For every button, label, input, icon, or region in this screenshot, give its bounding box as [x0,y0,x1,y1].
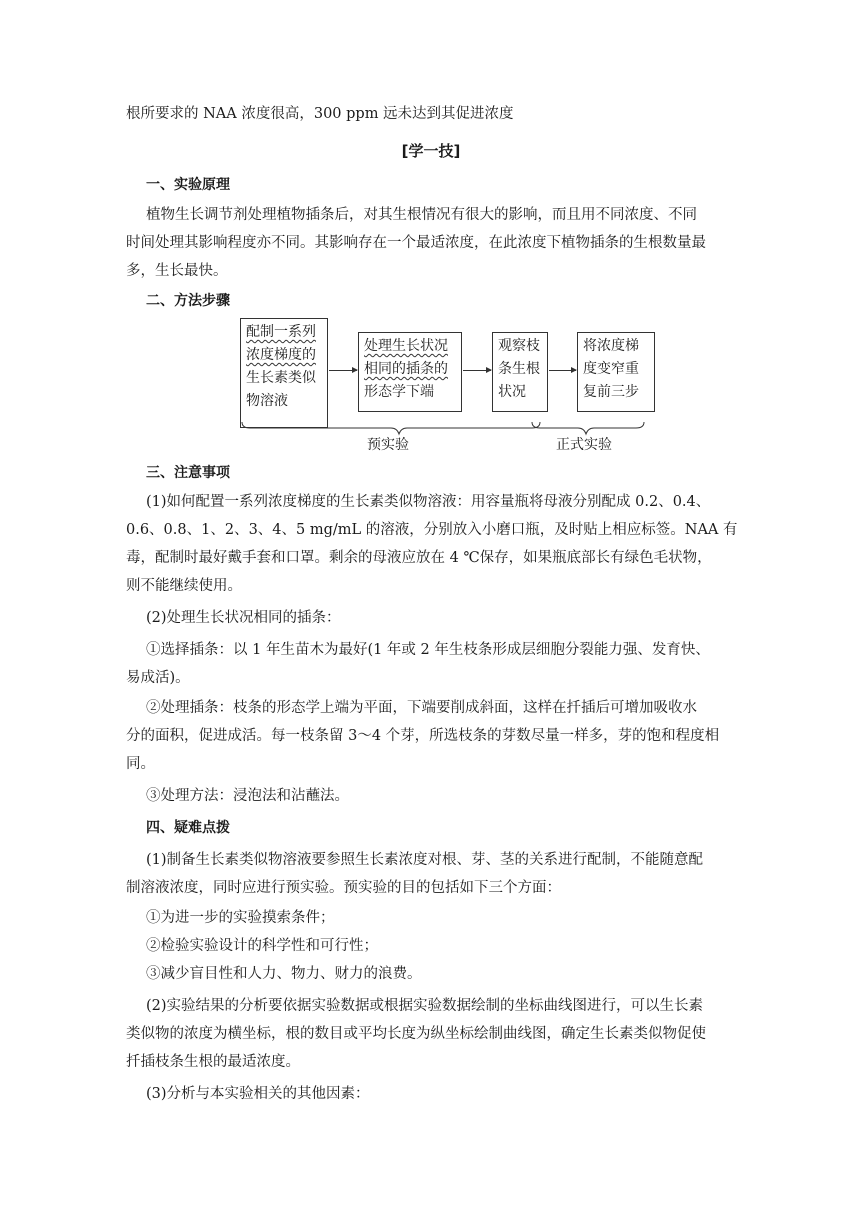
heading-method: 二、方法步骤 [146,293,230,309]
box-text: 配制一系列 [246,324,316,340]
label-preliminary-experiment: 预实验 [367,437,409,453]
brace-preliminary [242,422,540,434]
heading-principle: 一、实验原理 [146,177,230,193]
paragraph-line: 0.6、0.8、1、2、3、4、5 mg/mL 的溶液，分别放入小磨口瓶，及时贴上相应标签。NAA 有 [126,522,738,538]
paragraph-line: 类似物的浓度为横坐标，根的数目或平均长度为纵坐标绘制曲线图，确定生长素类似物促使 [126,1026,706,1042]
paragraph-line: 分的面积，促进成活。每一枝条留 3～4 个芽，所选枝条的芽数尽量一样多，芽的饱和程度相 [126,728,720,744]
box-text: 状况 [498,384,526,400]
paragraph-line: 制溶液浓度，同时应进行预实验。预实验的目的包括如下三个方面： [126,880,561,896]
paragraph-line: ②处理插条：枝条的形态学上端为平面，下端要削成斜面，这样在扦插后可增加吸收水 [146,700,697,716]
box-text: 浓度梯度的 [246,347,316,363]
label-formal-experiment: 正式实验 [556,437,612,453]
paragraph-line: ②检验实验设计的科学性和可行性； [146,938,378,954]
flow-braces [236,318,682,458]
paragraph-line: 则不能继续使用。 [126,578,242,594]
paragraph-line: ①选择插条：以 1 年生苗木为最好(1 年或 2 年生枝条形成层细胞分裂能力强、发育快、 [146,642,710,658]
paragraph-line: 扦插枝条生根的最适浓度。 [126,1054,300,1070]
paragraph-line: 同。 [126,756,155,772]
paragraph-line: 时间处理其影响程度亦不同。其影响存在一个最适浓度，在此浓度下植物插条的生根数量最 [126,235,706,251]
box-text: 复前三步 [583,384,639,400]
heading-difficulties: 四、疑难点拨 [146,820,230,836]
paragraph-line: 毒，配制时最好戴手套和口罩。剩余的母液应放在 4 ℃保存，如果瓶底部长有绿色毛状物， [126,550,712,566]
box-text: 处理生长状况 [364,338,448,354]
box-text: 物溶液 [246,393,288,409]
box-text: 度变窄重 [583,361,639,377]
brace-formal [532,422,644,434]
paragraph-line: (3)分析与本实验相关的其他因素： [146,1086,370,1102]
paragraph-line: 易成活)。 [126,670,190,686]
paragraph-line: ①为进一步的实验摸索条件； [146,910,335,926]
box-text: 条生根 [498,361,540,377]
paragraph-line: (2)实验结果的分析要依据实验数据或根据实验数据绘制的坐标曲线图进行，可以生长素 [146,998,704,1014]
paragraph-line: 植物生长调节剂处理植物插条后，对其生根情况有很大的影响，而且用不同浓度、不同 [146,207,697,223]
paragraph-line: (2)处理生长状况相同的插条： [146,610,341,626]
box-text: 观察枝 [498,338,540,354]
box-text: 相同的插条的 [364,361,448,377]
paragraph-line: (1)制备生长素类似物溶液要参照生长素浓度对根、芽、茎的关系进行配制，不能随意配 [146,852,704,868]
box-text: 将浓度梯 [583,338,639,354]
intro-line: 根所要求的 NAA 浓度很高，300 ppm 远未达到其促进浓度 [126,106,514,122]
paragraph-line: ③减少盲目性和人力、物力、财力的浪费。 [146,966,422,982]
box-text: 形态学下端 [364,384,434,400]
method-flow-diagram [236,318,682,458]
paragraph-line: (1)如何配置一系列浓度梯度的生长素类似物溶液：用容量瓶将母液分别配成 0.2、0.4、 [146,494,711,510]
box-text: 生长素类似 [246,370,316,386]
heading-notes: 三、注意事项 [146,465,230,481]
paragraph-line: ③处理方法：浸泡法和沾蘸法。 [146,788,349,804]
section-title: [学一技] [401,142,461,160]
paragraph-line: 多，生长最快。 [126,263,228,279]
